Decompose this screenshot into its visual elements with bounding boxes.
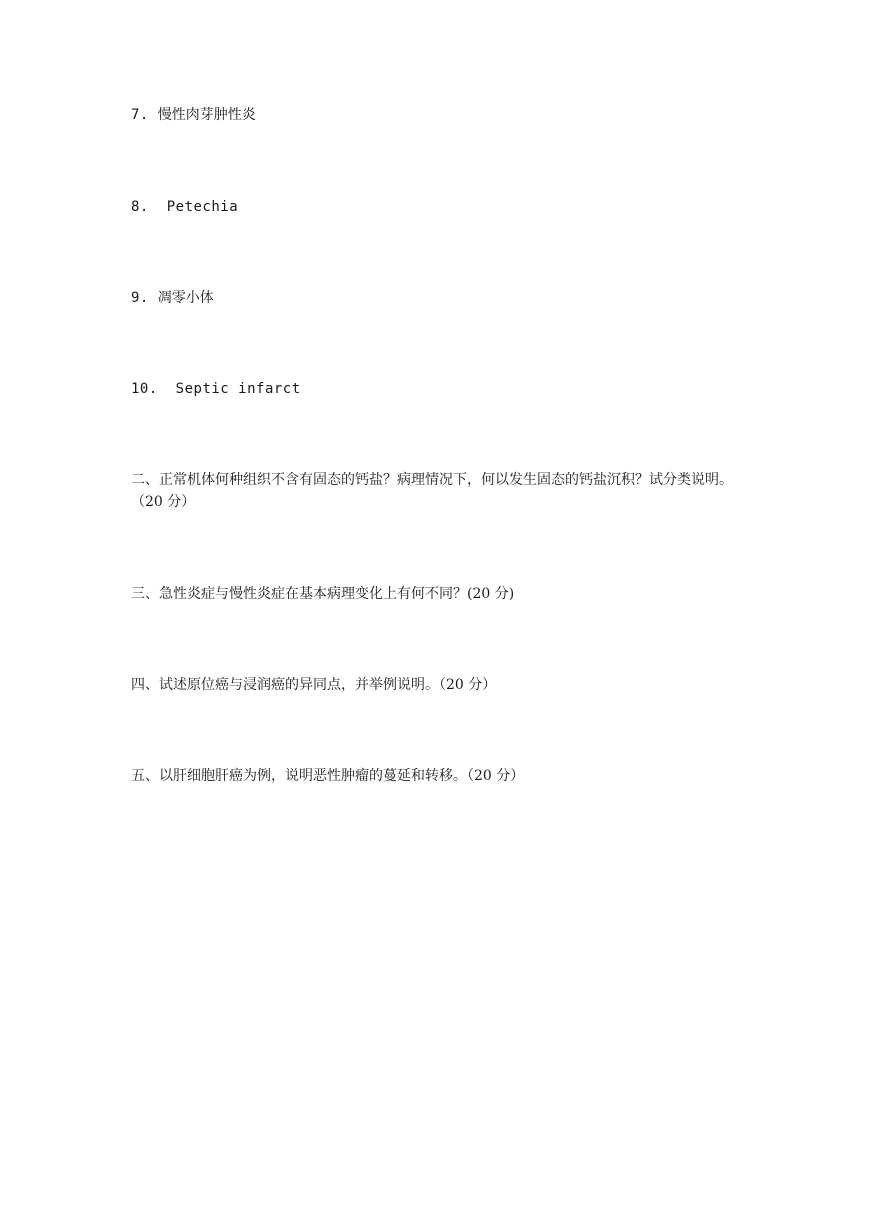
term-item: [131, 378, 301, 400]
term-item: [131, 196, 238, 218]
term-number: 7.: [131, 107, 149, 123]
term-text: Septic infarct: [175, 381, 301, 397]
term-number: 9.: [131, 290, 149, 306]
question-item: 二、正常机体何种组织不含有固态的钙盐？病理情况下，何以发生固态的钙盐沉积？试分类说明。（20 分）: [131, 472, 733, 510]
term-item: [131, 104, 256, 126]
term-number: 10.: [131, 381, 158, 397]
term-text: 凋零小体: [157, 290, 214, 306]
question-item: 四、试述原位癌与浸润癌的异同点，并举例说明。（20 分）: [131, 677, 497, 693]
term-text: 慢性肉芽肿性炎: [157, 107, 256, 123]
question-item: 五、以肝细胞肝癌为例，说明恶性肿瘤的蔓延和转移。（20 分）: [131, 768, 525, 784]
term-text: Petechia: [166, 199, 239, 215]
question-item: 三、急性炎症与慢性炎症在基本病理变化上有何不同？(20 分): [131, 586, 515, 602]
term-item: [131, 287, 214, 309]
term-number: 8.: [131, 199, 149, 215]
